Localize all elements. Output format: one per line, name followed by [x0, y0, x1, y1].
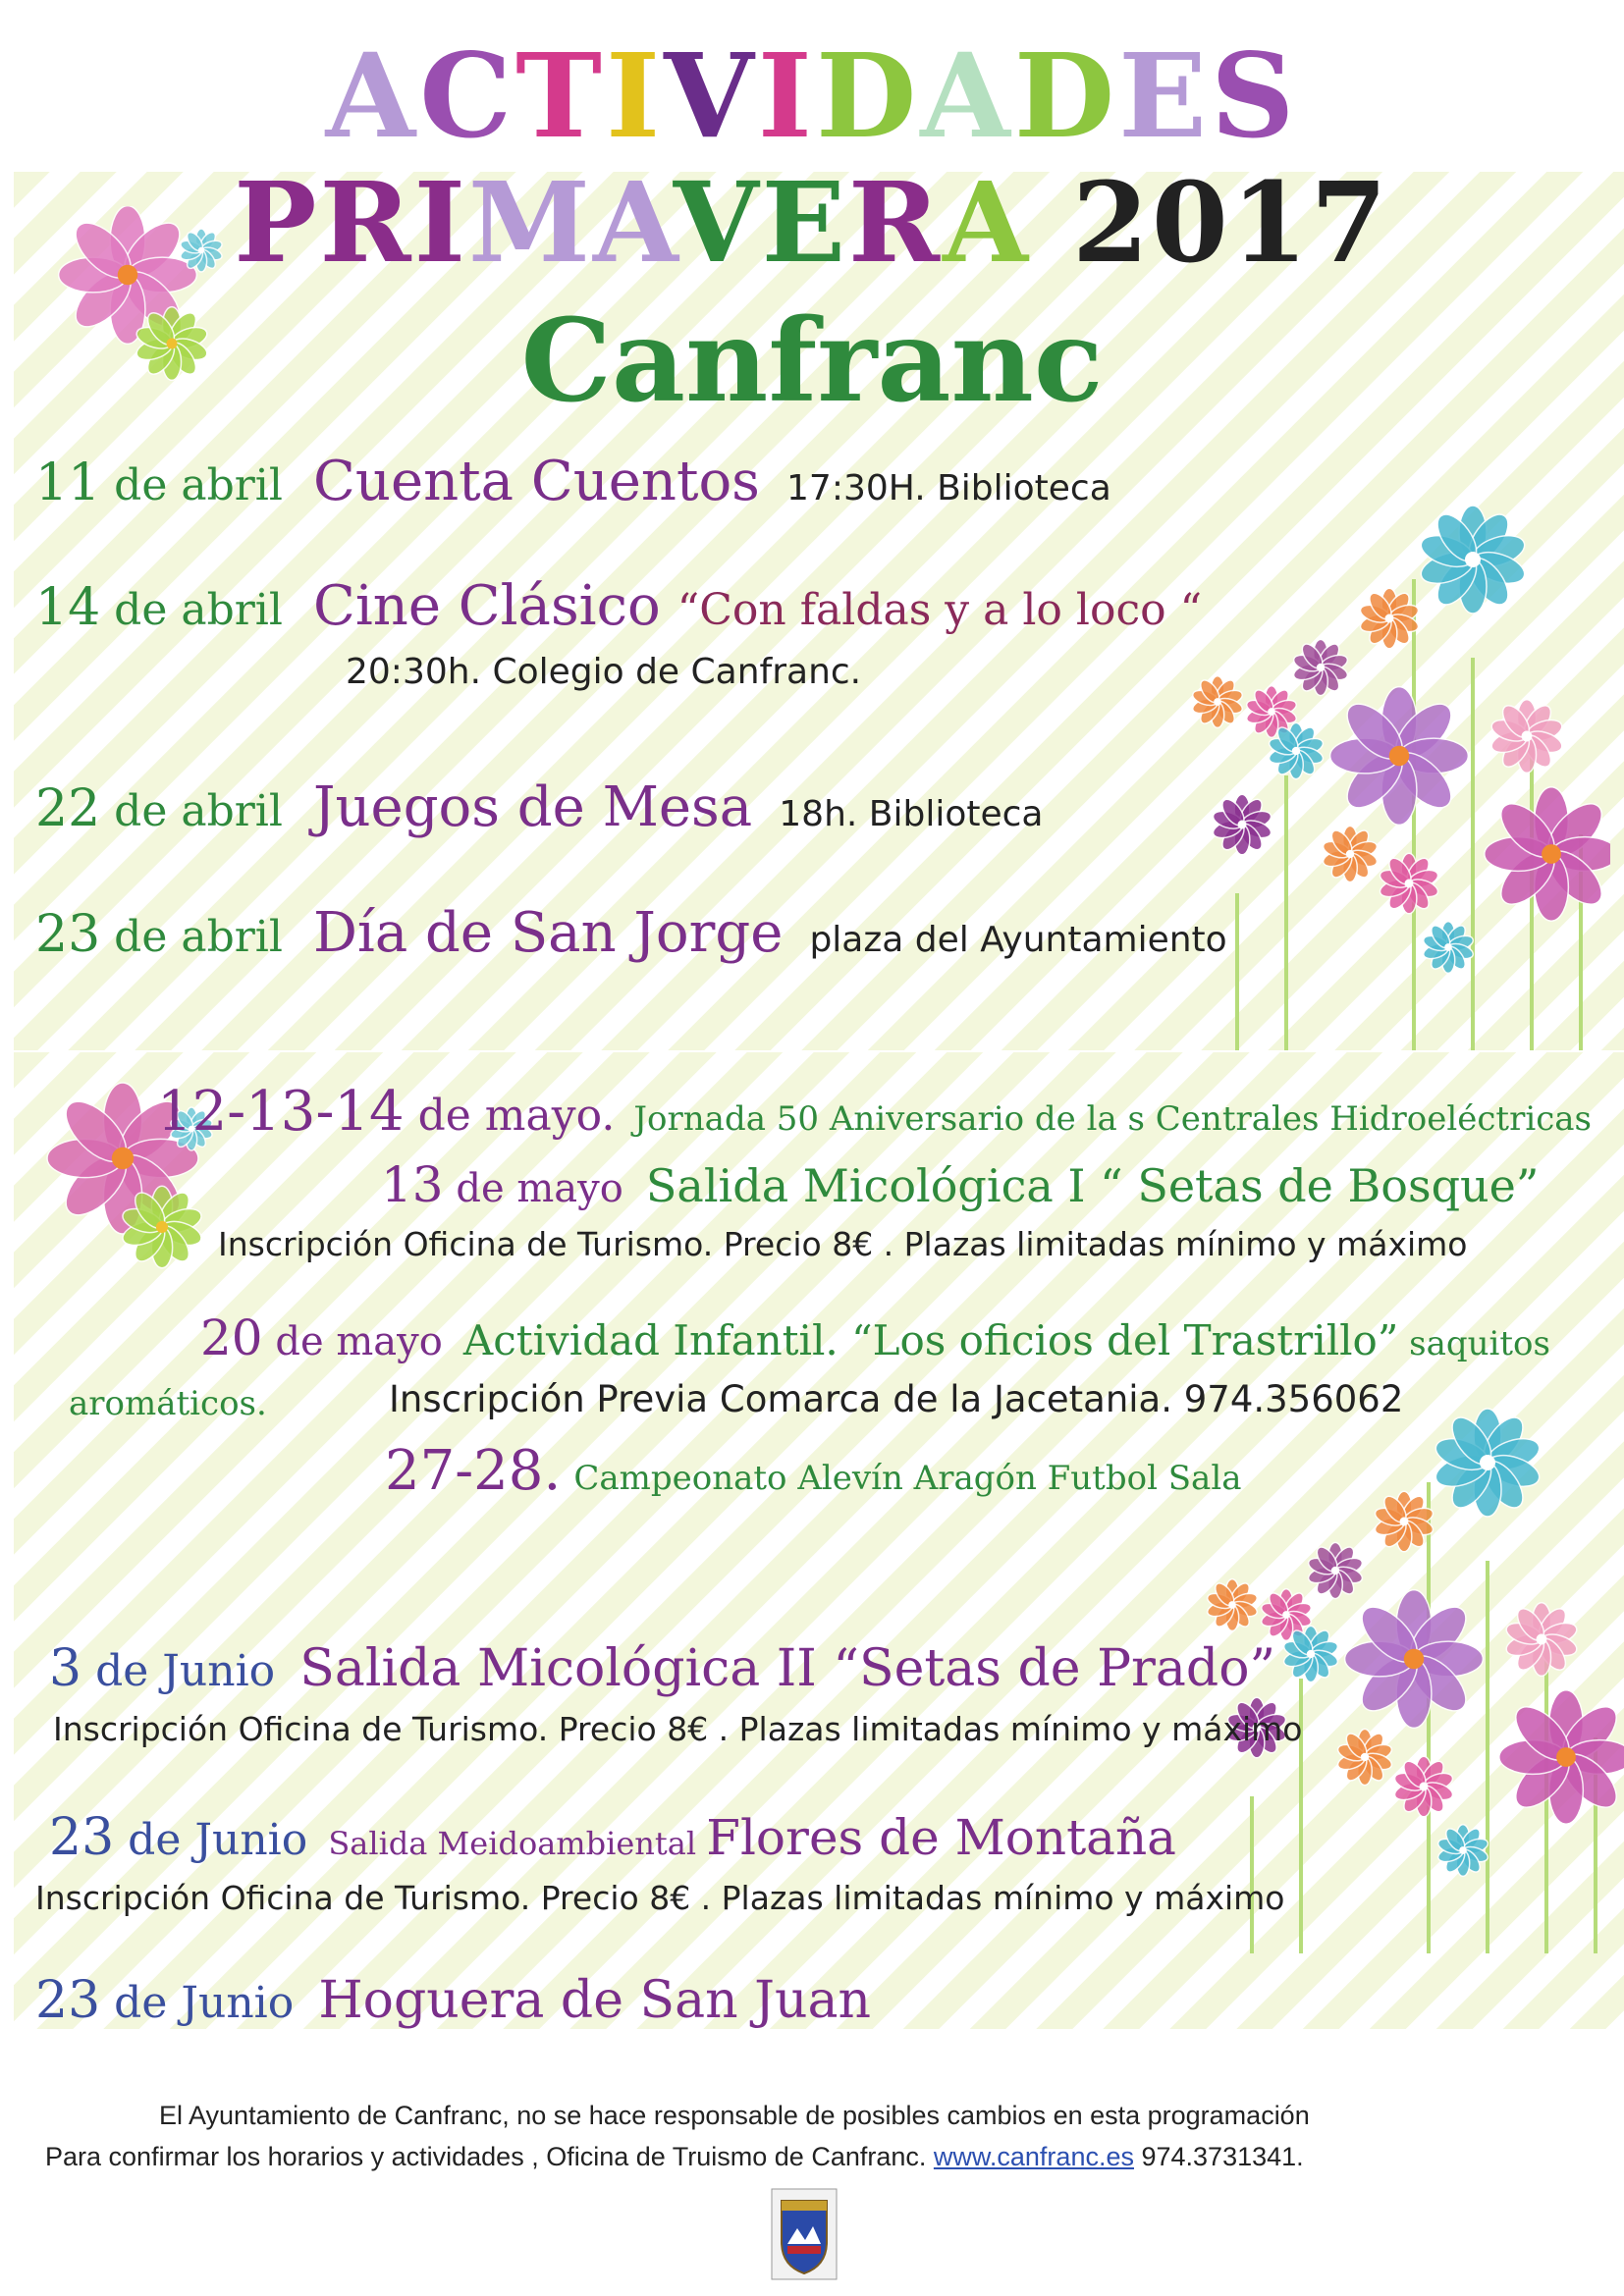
title-canfranc: Canfranc	[520, 294, 1104, 428]
event-salida-micologica-1	[381, 1156, 1539, 1213]
event-jornada-aniversario	[157, 1080, 1592, 1144]
title-letter: R	[319, 159, 414, 288]
title-letter: M	[467, 159, 593, 288]
title-letter: 1	[1230, 159, 1311, 288]
event-date-num: 27-28.	[385, 1439, 562, 1503]
title-letter: A	[920, 27, 1014, 164]
flower-icon	[1485, 787, 1610, 921]
flower-icon	[1489, 700, 1564, 774]
event-name: Juegos de Mesa	[313, 775, 753, 839]
title-letter: E	[761, 159, 848, 288]
title-letter: I	[757, 27, 816, 164]
title-letter: A	[325, 27, 420, 164]
event-info: 18h. Biblioteca	[779, 794, 1044, 834]
flower-icon	[1211, 794, 1272, 855]
event-date-num: 14	[35, 578, 101, 637]
title-letter: T	[515, 27, 606, 164]
title-letter: A	[943, 159, 1031, 288]
flower-garden-right-top-icon	[1178, 501, 1610, 1050]
event-flores-de-montana	[49, 1808, 1176, 1867]
flower-icon	[1499, 1690, 1624, 1824]
flower-icon	[1432, 1409, 1543, 1517]
event-date-num: 23	[35, 1971, 101, 2030]
event-tail: saquitos	[1398, 1324, 1550, 1363]
event-date-num: 20	[200, 1309, 263, 1366]
flower-icon	[1322, 826, 1380, 881]
event-date-rest: de abril	[100, 585, 283, 635]
event-flores-info: Inscripción Oficina de Turismo. Precio 8€ . Plazas limitadas mínimo y máximo	[35, 1879, 1285, 1917]
event-salida-micologica-2	[49, 1639, 1275, 1698]
flower-icon	[1503, 1603, 1579, 1677]
title-letter: 7	[1310, 159, 1390, 288]
title-letter: D	[1013, 27, 1119, 164]
flower-icon	[1307, 1542, 1365, 1598]
title-letter: I	[605, 27, 665, 164]
event-name: Cuenta Cuentos	[313, 450, 760, 513]
title-letter: E	[1118, 27, 1212, 164]
flower-icon	[1345, 1590, 1484, 1729]
event-date-rest: de abril	[100, 786, 283, 836]
title-actividades	[0, 27, 1624, 164]
coat-of-arms-icon	[770, 2187, 839, 2281]
event-date-num: 12-13-14	[157, 1080, 405, 1144]
title-letter: V	[673, 159, 762, 288]
flower-icon	[1378, 853, 1439, 914]
event-hoguera-san-juan	[35, 1971, 871, 2030]
event-date-rest: de Junio	[114, 1815, 308, 1865]
footer-phone: 974.3731341.	[1133, 2142, 1304, 2171]
flower-icon	[1417, 506, 1528, 614]
event-name: Cine Clásico	[313, 574, 661, 638]
event-date-rest: de mayo	[443, 1166, 623, 1211]
title-letter: R	[847, 159, 944, 288]
event-pre: Salida Meidoambiental	[328, 1825, 707, 1862]
event-cuenta-cuentos	[35, 450, 1111, 513]
event-actividad-info: Inscripción Previa Comarca de la Jacetania. 974.356062	[389, 1378, 1404, 1420]
flower-icon	[1191, 676, 1244, 728]
event-name: Día de San Jorge	[313, 901, 784, 965]
event-date-rest: de Junio	[100, 1978, 295, 2028]
event-info: 17:30H. Biblioteca	[786, 468, 1111, 508]
footer-disclaimer: El Ayuntamiento de Canfranc, no se hace responsable de posibles cambios en esta programación	[159, 2101, 1310, 2130]
flower-icon	[1422, 922, 1475, 974]
event-date-rest: de mayo	[262, 1319, 443, 1364]
event-date-rest: de abril	[100, 460, 283, 510]
event-date-num: 23	[49, 1808, 115, 1867]
event-salida-2-info: Inscripción Oficina de Turismo. Precio 8€ . Plazas limitadas mínimo y máximo	[53, 1710, 1303, 1748]
flower-icon	[1336, 1729, 1394, 1785]
event-cine-clasico	[35, 574, 1202, 638]
event-date-rest: de Junio	[81, 1646, 276, 1696]
event-info: Jornada 50 Aniversario de la s Centrales Hidroeléctricas	[633, 1099, 1592, 1139]
title-letter: S	[1211, 27, 1299, 164]
event-date-num: 11	[35, 454, 101, 512]
flower-icon	[1436, 1825, 1489, 1877]
title-letter	[1031, 159, 1072, 288]
event-date-rest: de abril	[100, 912, 283, 962]
title-letter: P	[234, 159, 320, 288]
title-letter: C	[419, 27, 516, 164]
title-letter: I	[413, 159, 468, 288]
event-film-title: “Con faldas y a lo loco “	[677, 585, 1203, 635]
title-letter: A	[592, 159, 674, 288]
event-name: Salida Micológica II “Setas de Prado”	[299, 1639, 1276, 1698]
event-juegos-de-mesa	[35, 775, 1044, 839]
event-salida-1-info: Inscripción Oficina de Turismo. Precio 8€ . Plazas limitadas mínimo y máximo	[218, 1225, 1468, 1263]
flower-icon	[1392, 1756, 1454, 1817]
footer-contact	[45, 2142, 1304, 2172]
event-name: Salida Micológica I “ Setas de Bosque”	[645, 1159, 1540, 1212]
title-letter: 0	[1151, 159, 1231, 288]
title-letter: 2	[1071, 159, 1152, 288]
event-info: plaza del Ayuntamiento	[809, 920, 1227, 960]
event-name: Actividad Infantil. “Los oficios del Trastrillo”	[462, 1316, 1399, 1364]
title-primavera-2017	[0, 159, 1624, 288]
event-date-num: 13	[381, 1156, 444, 1213]
event-actividad-infantil	[200, 1309, 1550, 1366]
event-cine-info: 20:30h. Colegio de Canfranc.	[346, 652, 862, 692]
event-name: Hoguera de San Juan	[318, 1971, 871, 2030]
event-date-num: 23	[35, 905, 101, 964]
event-san-jorge	[35, 901, 1227, 965]
flower-cluster-top-left-icon	[49, 206, 226, 402]
footer-website-link[interactable]: www.canfranc.es	[933, 2142, 1134, 2171]
flower-icon	[1373, 1491, 1435, 1552]
event-name: Flores de Montaña	[706, 1809, 1176, 1866]
event-info: Campeonato Alevín Aragón Futbol Sala	[573, 1459, 1242, 1498]
title-letter: V	[664, 27, 758, 164]
flower-icon	[1206, 1579, 1259, 1631]
title-letter: D	[815, 27, 921, 164]
footer-contact-text: Para confirmar los horarios y actividades , Oficina de Truismo de Canfranc.	[45, 2142, 934, 2171]
flower-icon	[1330, 687, 1469, 826]
event-date-num: 3	[49, 1639, 82, 1698]
flower-icon	[1358, 588, 1420, 649]
event-date-num: 22	[35, 779, 101, 838]
flower-icon	[1292, 639, 1350, 695]
event-date-rest: de mayo.	[404, 1091, 616, 1141]
event-campeonato	[385, 1439, 1241, 1503]
event-tail-2: aromáticos.	[69, 1384, 267, 1423]
